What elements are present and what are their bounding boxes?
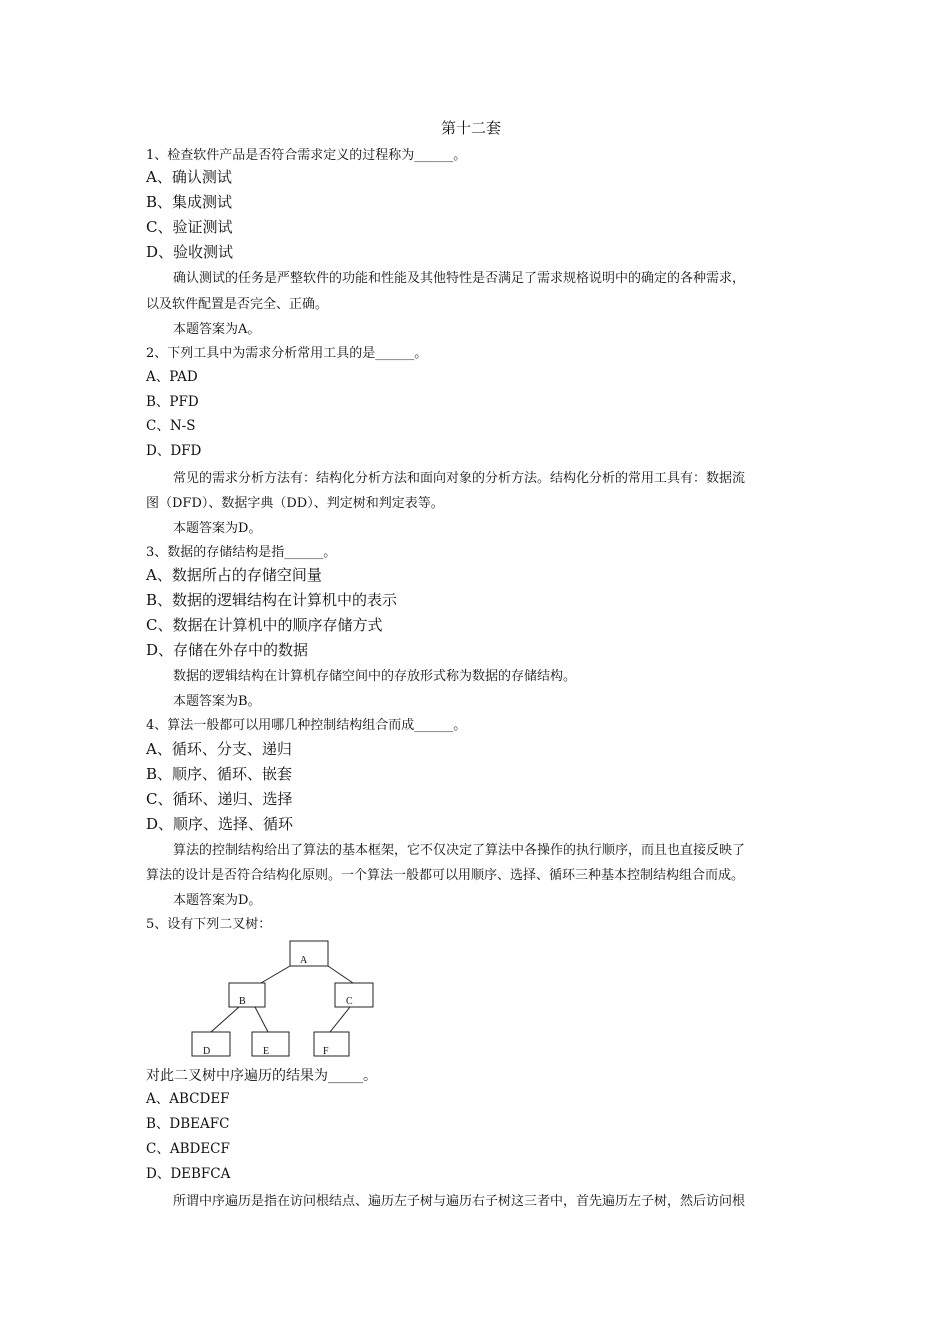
q5-option-c: C、ABDECF [146, 1141, 230, 1157]
tree-node-e [252, 1032, 289, 1056]
page-title: 第十二套 [441, 119, 502, 137]
q3-option-a: A、数据所占的存储空间量 [146, 566, 322, 584]
edge-b-e [255, 1007, 268, 1032]
q5-prompt: 对此二叉树中序遍历的结果为_____。 [146, 1068, 377, 1084]
q1-option-d: D、验收测试 [146, 243, 234, 261]
q2-explanation-line-2: 图（DFD）、数据字典（DD）、判定树和判定表等。 [146, 496, 444, 511]
q4-option-b: B、顺序、循环、嵌套 [146, 765, 293, 783]
tree-node-c [335, 983, 373, 1007]
q1-option-a: A、确认测试 [146, 168, 232, 186]
edge-b-d [211, 1007, 239, 1032]
q2-option-c: C、N-S [146, 418, 196, 434]
q1-option-b: B、集成测试 [146, 193, 233, 211]
edge-a-b [261, 966, 290, 983]
q2-option-b: B、PFD [146, 394, 199, 410]
q3-option-c: C、数据在计算机中的顺序存储方式 [146, 616, 383, 634]
q4-answer: 本题答案为D。 [173, 893, 262, 908]
q2-option-a: A、PAD [146, 369, 198, 385]
q2-answer: 本题答案为D。 [173, 521, 262, 536]
tree-node-f-label: F [323, 1046, 329, 1057]
q2-option-d: D、DFD [146, 443, 202, 459]
edge-c-f [330, 1007, 350, 1032]
q1-option-c: C、验证测试 [146, 218, 233, 236]
tree-node-f [314, 1032, 349, 1056]
edge-a-c [328, 966, 353, 983]
q1-explanation-line-1: 确认测试的任务是严整软件的功能和性能及其他特性是否满足了需求规格说明中的确定的各种需求， [173, 271, 746, 286]
question-5: 5、设有下列二叉树： [146, 917, 272, 932]
tree-node-b [229, 983, 265, 1007]
q3-answer: 本题答案为B。 [173, 694, 261, 709]
tree-node-a [290, 941, 328, 966]
q5-option-d: D、DEBFCA [146, 1166, 231, 1182]
tree-node-c-label: C [346, 996, 353, 1007]
binary-tree-diagram [190, 938, 390, 1060]
q5-option-a: A、ABCDEF [146, 1091, 230, 1107]
q3-explanation-line-1: 数据的逻辑结构在计算机存储空间中的存放形式称为数据的存储结构。 [173, 669, 577, 684]
question-4: 4、算法一般都可以用哪几种控制结构组合而成______。 [146, 718, 467, 733]
q1-explanation-line-2: 以及软件配置是否完全、正确。 [146, 297, 329, 312]
question-1: 1、检查软件产品是否符合需求定义的过程称为______。 [146, 148, 467, 163]
q4-explanation-line-1: 算法的控制结构给出了算法的基本框架，它不仅决定了算法中各操作的执行顺序，而且也直接反映了 [173, 843, 746, 858]
q3-option-b: B、数据的逻辑结构在计算机中的表示 [146, 591, 398, 609]
q5-explanation-line-1: 所谓中序遍历是指在访问根结点、遍历左子树与遍历右子树这三者中，首先遍历左子树，然后访问根 [173, 1194, 746, 1209]
q4-explanation-line-2: 算法的设计是否符合结构化原则。一个算法一般都可以用顺序、选择、循环三种基本控制结构组合而成。 [146, 868, 745, 883]
q4-option-d: D、顺序、选择、循环 [146, 815, 294, 833]
tree-node-d [192, 1032, 230, 1056]
question-3: 3、数据的存储结构是指______。 [146, 545, 337, 560]
q4-option-a: A、循环、分支、递归 [146, 740, 292, 758]
tree-node-e-label: E [263, 1046, 270, 1057]
question-2: 2、下列工具中为需求分析常用工具的是______。 [146, 346, 428, 361]
tree-node-a-label: A [300, 955, 308, 966]
q1-answer: 本题答案为A。 [173, 322, 261, 337]
q4-option-c: C、循环、递归、选择 [146, 790, 293, 808]
tree-node-d-label: D [203, 1046, 211, 1057]
q5-option-b: B、DBEAFC [146, 1116, 230, 1132]
q3-option-d: D、存储在外存中的数据 [146, 641, 309, 659]
tree-node-b-label: B [239, 996, 246, 1007]
q2-explanation-line-1: 常见的需求分析方法有：结构化分析方法和面向对象的分析方法。结构化分析的常用工具有：数据流 [173, 471, 746, 486]
